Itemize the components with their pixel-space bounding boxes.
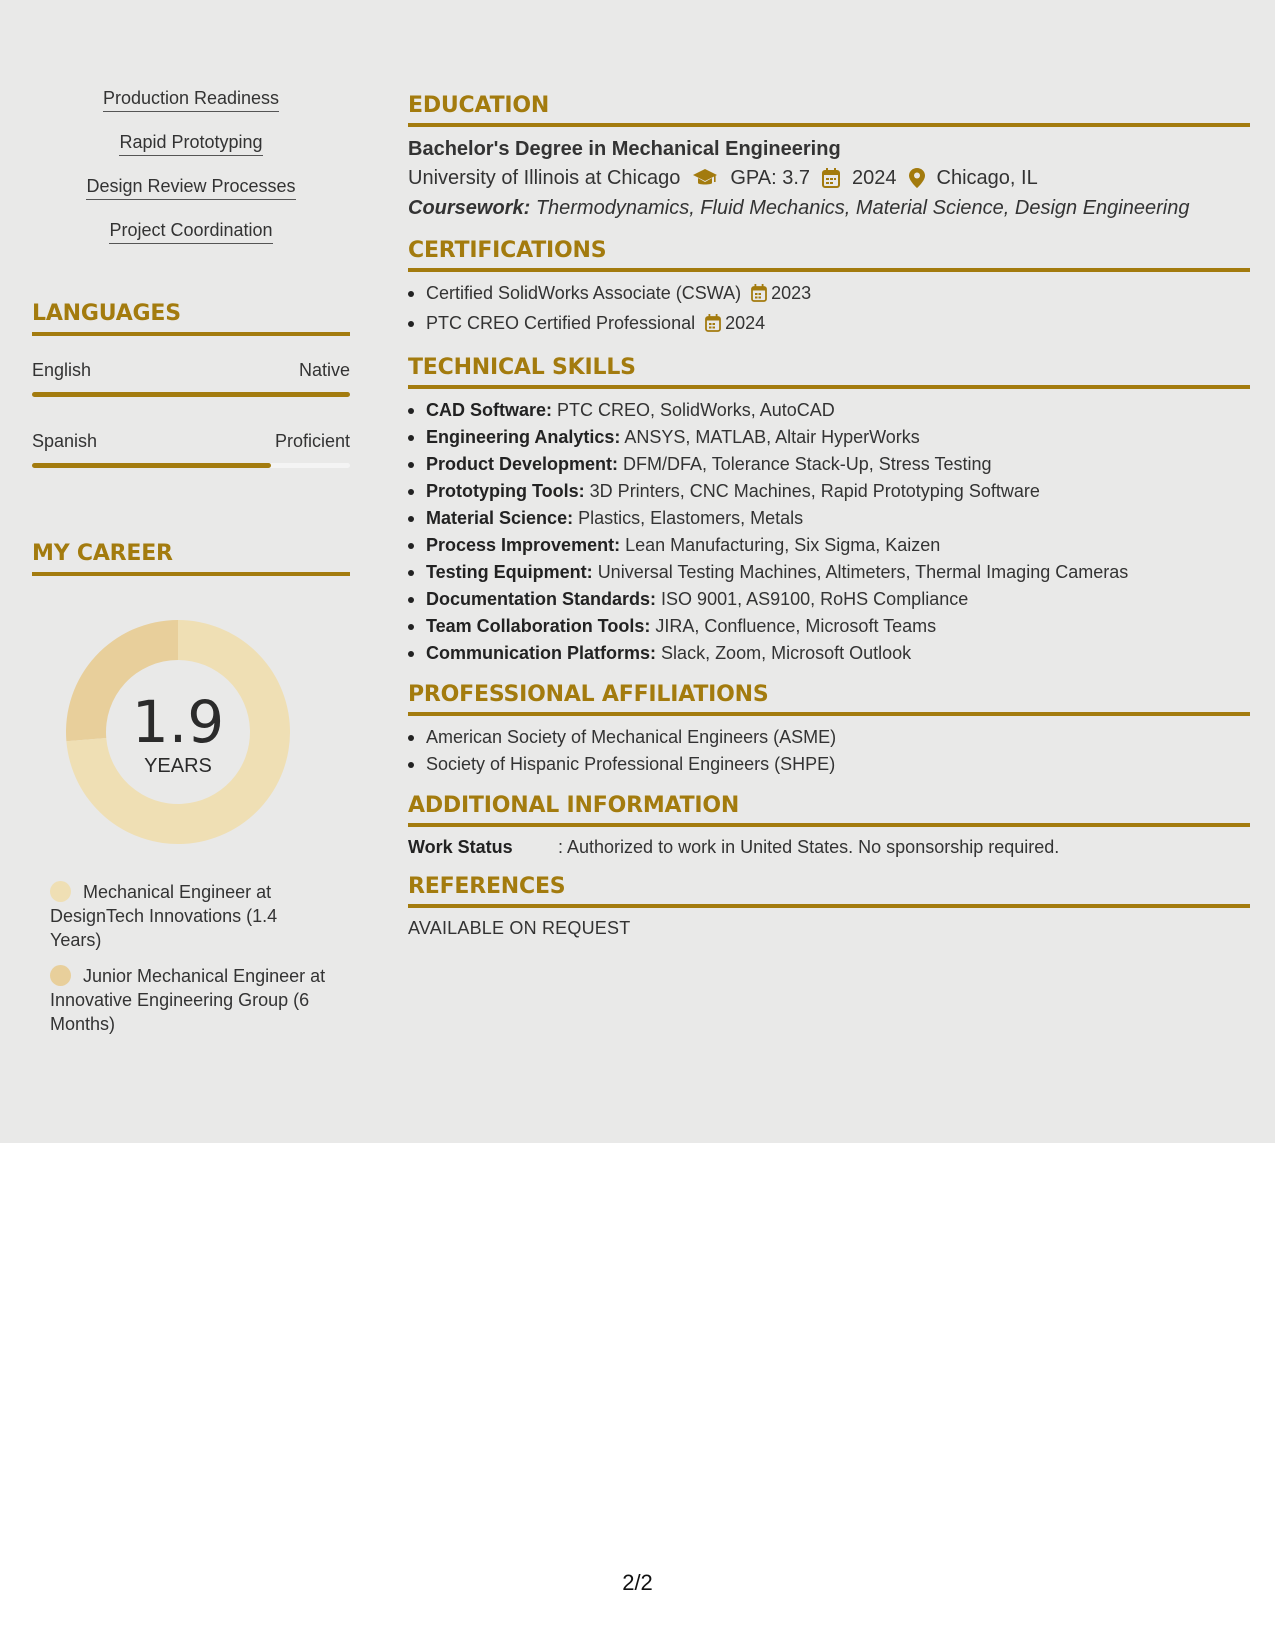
skill-value: Slack, Zoom, Microsoft Outlook [661,643,912,663]
skill-label: Communication Platforms: [426,643,657,663]
languages-section [32,300,350,468]
donut-center [66,688,290,778]
career-legend-label: Mechanical Engineer at DesignTech Innovations (1.4 Years) [50,882,278,950]
list-item [408,586,1250,613]
skill-label: Material Science: [426,508,574,528]
list-item [408,397,1250,424]
coursework-list: Thermodynamics, Fluid Mechanics, Material Science, Design Engineering [535,197,1190,219]
list-item: Society of Hispanic Professional Engineers (SHPE) [408,751,1250,778]
graduation-year: 2024 [852,167,897,189]
list-item [408,505,1250,532]
language-level: Native [298,360,350,380]
certification-year: 2024 [725,313,766,333]
skill-label: Engineering Analytics: [426,427,621,447]
section-title: LANGUAGES [32,301,181,326]
section-title: EDUCATION [408,93,550,118]
education-meta [408,163,1250,193]
certification-year: 2023 [771,283,812,303]
graduation-cap-icon [692,168,718,188]
school-location: Chicago, IL [936,167,1038,189]
legend-dot-icon [50,881,71,902]
map-pin-icon [909,168,925,188]
affiliations-list [408,724,1250,778]
section-title: TECHNICAL SKILLS [408,355,636,380]
section-divider [32,572,350,576]
info-value: : Authorized to work in United States. No sponsorship required. [558,837,1060,857]
calendar-icon [751,283,767,310]
additional-info-section [408,792,1250,859]
skill-label: Process Improvement: [426,535,621,555]
section-divider [408,823,1250,827]
calendar-icon [822,168,840,188]
section-divider [408,385,1250,389]
coursework-label: Coursework: [408,197,531,219]
section-divider [408,712,1250,716]
section-divider [32,332,350,336]
certifications-list [408,280,1250,340]
section-title: CERTIFICATIONS [408,238,607,263]
strength-item: Project Coordination [109,218,272,244]
career-total-unit: YEARS [144,755,212,777]
certification-name: Certified SolidWorks Associate (CSWA) [426,283,742,303]
list-item [408,559,1250,586]
list-item [408,478,1250,505]
list-item [408,280,1250,310]
section-divider [408,904,1250,908]
degree-title: Bachelor's Degree in Mechanical Engineering [408,138,841,160]
calendar-icon [705,313,721,340]
skill-value: ISO 9001, AS9100, RoHS Compliance [661,589,969,609]
skills-list [408,397,1250,667]
references-text: AVAILABLE ON REQUEST [408,918,631,938]
page-number: 2/2 [622,1570,653,1595]
skill-label: Product Development: [426,454,619,474]
list-item [408,640,1250,667]
right-column [408,92,1250,954]
career-total-value: 1.9 [131,688,225,756]
skill-value: Lean Manufacturing, Six Sigma, Kaizen [625,535,941,555]
section-divider [408,123,1250,127]
language-item [32,429,350,468]
list-item [408,613,1250,640]
school-name: University of Illinois at Chicago [408,167,681,189]
skill-value: DFM/DFA, Tolerance Stack-Up, Stress Testing [623,454,992,474]
career-donut-chart [66,620,290,844]
skill-label: CAD Software: [426,400,553,420]
language-item [32,358,350,397]
skills-section [408,354,1250,667]
list-item [408,424,1250,451]
section-divider [408,268,1250,272]
list-item: American Society of Mechanical Engineers (ASME) [408,724,1250,751]
section-title: PROFESSIONAL AFFILIATIONS [408,682,769,707]
strength-item: Rapid Prototyping [119,130,262,156]
skill-label: Team Collaboration Tools: [426,616,651,636]
list-item [408,451,1250,478]
certification-name: PTC CREO Certified Professional [426,313,696,333]
legend-dot-icon [50,965,71,986]
affiliations-section [408,681,1250,778]
section-title: ADDITIONAL INFORMATION [408,793,740,818]
language-bar-fill [32,392,350,397]
skill-value: JIRA, Confluence, Microsoft Teams [655,616,937,636]
info-label: Work Status [408,837,513,857]
strength-item: Production Readiness [103,86,279,112]
skill-value: 3D Printers, CNC Machines, Rapid Prototyping Software [589,481,1040,501]
gpa: GPA: 3.7 [730,167,811,189]
coursework [408,193,1250,223]
career-section [32,540,350,1034]
info-row [408,835,1250,859]
language-bar-fill [32,463,271,468]
skill-value: Plastics, Elastomers, Metals [578,508,804,528]
section-title: MY CAREER [32,541,173,566]
skill-label: Documentation Standards: [426,589,657,609]
section-title: REFERENCES [408,874,566,899]
strengths-list [32,86,350,262]
language-level: Proficient [274,431,350,451]
language-bar [32,392,350,397]
strength-item: Design Review Processes [86,174,295,200]
language-name: English [32,360,92,380]
career-legend-item [50,964,330,1036]
career-legend-label: Junior Mechanical Engineer at Innovative Engineering Group (6 Months) [50,966,326,1034]
skill-label: Testing Equipment: [426,562,593,582]
skill-label: Prototyping Tools: [426,481,585,501]
skill-value: ANSYS, MATLAB, Altair HyperWorks [624,427,920,447]
references-section [408,873,1250,940]
language-name: Spanish [32,431,98,451]
skill-value: Universal Testing Machines, Altimeters, Thermal Imaging Cameras [597,562,1129,582]
list-item [408,310,1250,340]
list-item [408,532,1250,559]
certifications-section [408,237,1250,340]
language-bar [32,463,350,468]
skill-value: PTC CREO, SolidWorks, AutoCAD [557,400,835,420]
career-legend [50,880,330,1048]
career-legend-item [50,880,330,952]
education-section [408,92,1250,223]
